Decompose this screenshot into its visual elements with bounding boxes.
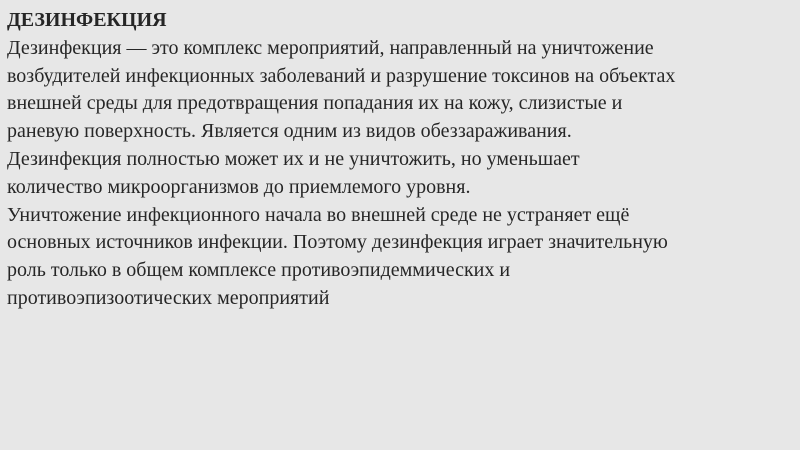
page-title: ДЕЗИНФЕКЦИЯ (7, 9, 167, 31)
text-line: внешней среды для предотвращения попадания их на кожу, слизистые и (7, 92, 623, 115)
text-line: раневую поверхность. Является одним из видов обеззараживания. (7, 120, 572, 143)
text-line: основных источников инфекции. Поэтому дезинфекция играет значительную (7, 231, 668, 254)
text-line: Дезинфекция — это комплекс мероприятий, направленный на уничтожение (7, 36, 654, 59)
text-line: количество микроорганизмов до приемлемого уровня. (7, 175, 471, 198)
text-line: возбудителей инфекционных заболеваний и разрушение токсинов на объектах (7, 64, 676, 87)
paragraph-role (7, 202, 797, 313)
slide-content (7, 7, 797, 313)
text-line: роль только в общем комплексе противоэпидеммических и (7, 259, 511, 282)
paragraph-definition (7, 35, 797, 202)
text-line: противоэпизоотических мероприятий (7, 286, 330, 309)
text-line: Дезинфекция полностью может их и не уничтожить, но уменьшает (7, 147, 580, 170)
text-line: Уничтожение инфекционного начала во внешней среде не устраняет ещё (7, 203, 630, 226)
